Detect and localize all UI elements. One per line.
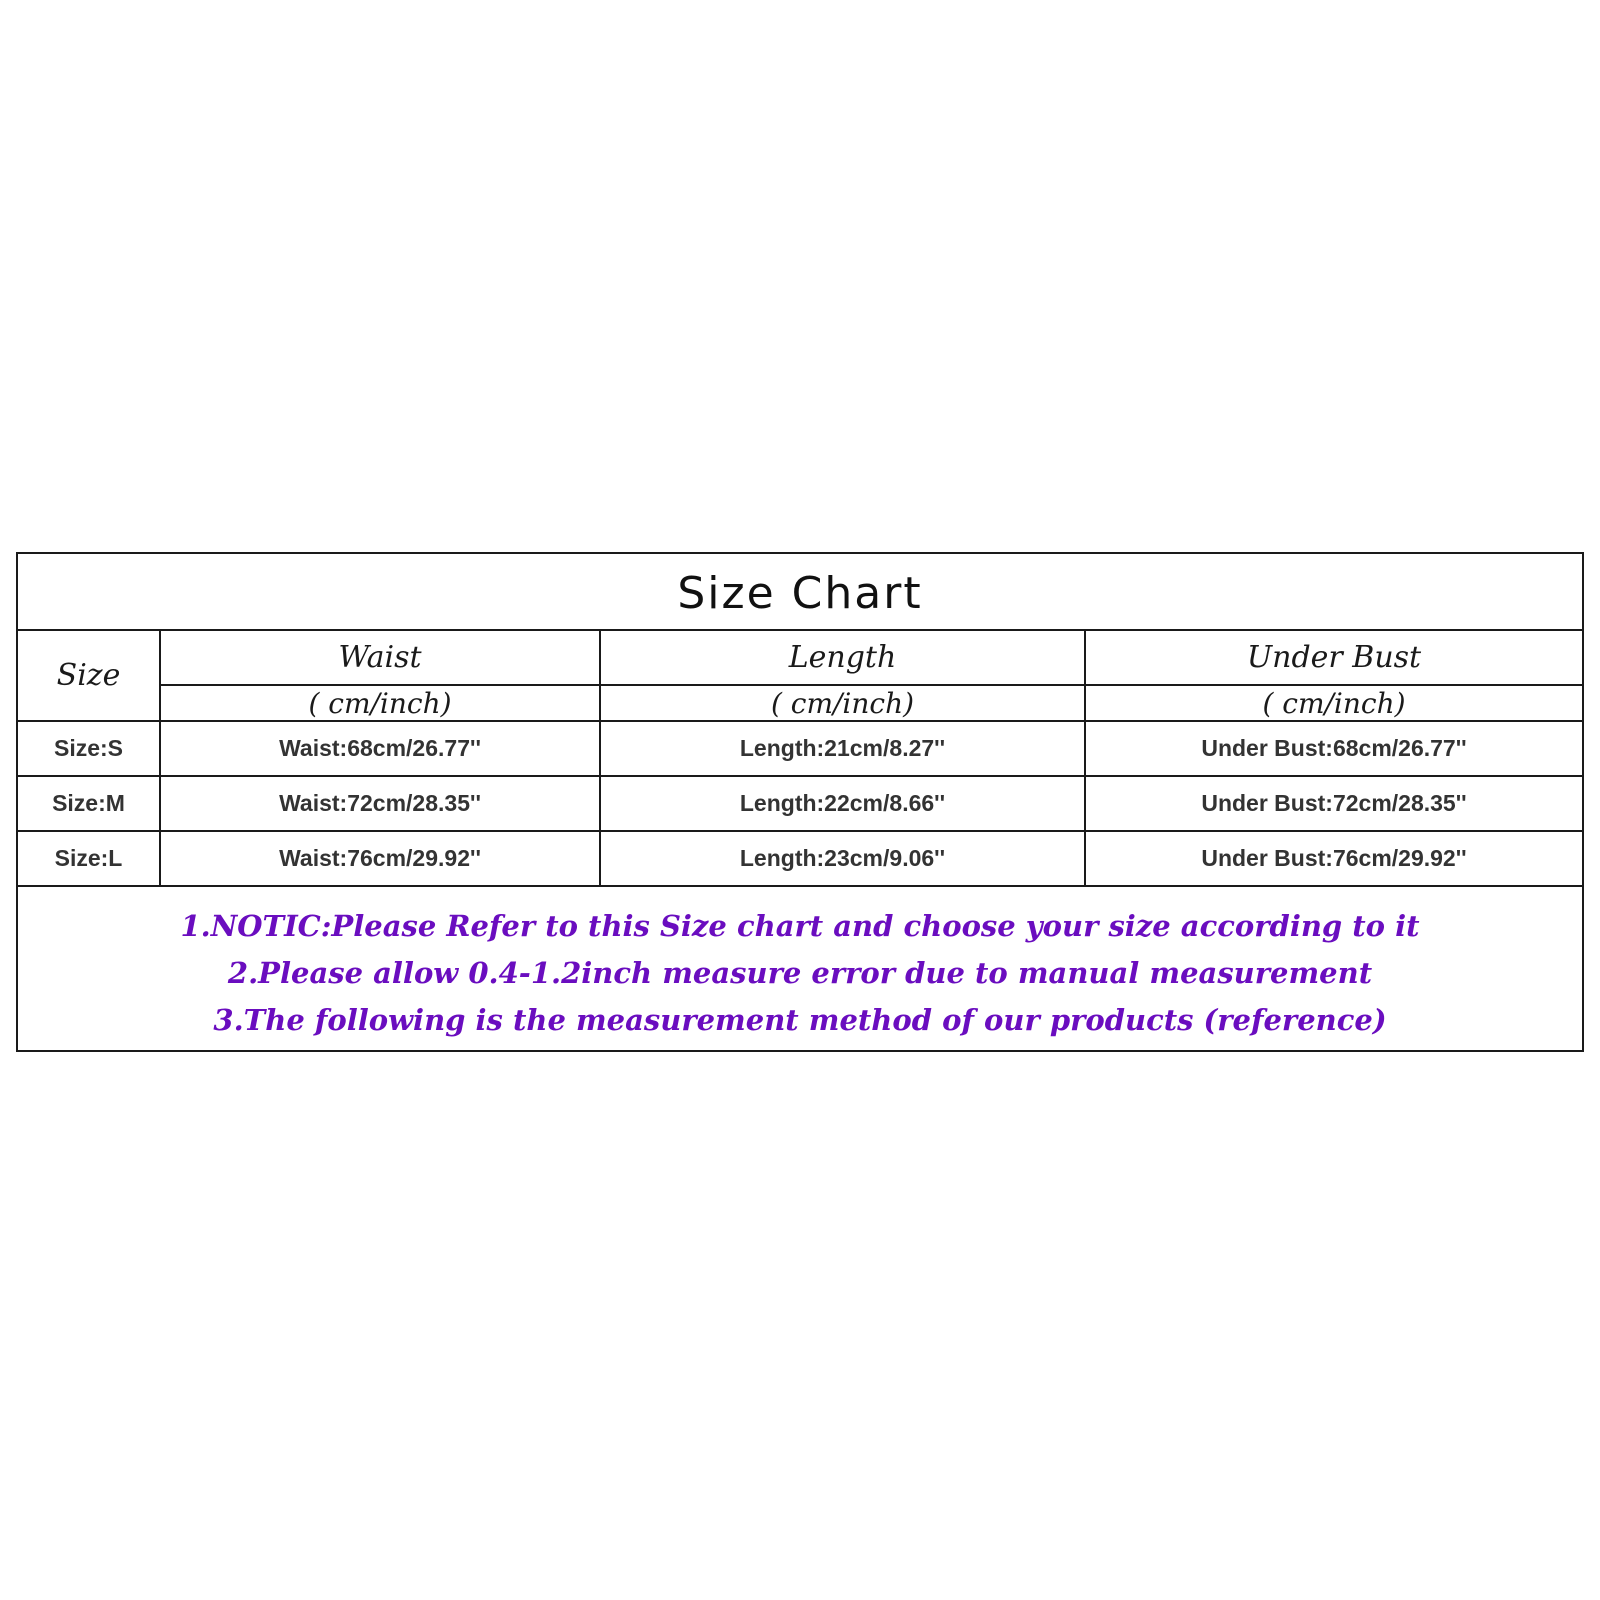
header-row [18, 631, 1582, 685]
waist-cell: Waist:72cm/28.35'' [160, 776, 600, 831]
note-1: 1.NOTIC:Please Refer to this Size chart and choose your size according to it [180, 908, 1420, 943]
size-cell: Size:L [18, 831, 160, 886]
waist-cell: Waist:68cm/26.77'' [160, 721, 600, 776]
length-column-header: Length [600, 631, 1085, 685]
waist-cell: Waist:76cm/29.92'' [160, 831, 600, 886]
chart-title: Size Chart [677, 568, 923, 619]
note-2: 2.Please allow 0.4-1.2inch measure error due to manual measurement [227, 955, 1373, 990]
size-cell: Size:M [18, 776, 160, 831]
table-row [18, 831, 1582, 886]
unit-row [18, 685, 1582, 721]
waist-column-header: Waist [160, 631, 600, 685]
under-bust-column-header: Under Bust [1085, 631, 1582, 685]
under-bust-unit: ( cm/inch) [1085, 685, 1582, 721]
table-row [18, 776, 1582, 831]
length-cell: Length:22cm/8.66'' [600, 776, 1085, 831]
size-chart [16, 552, 1584, 1052]
size-column-header: Size [18, 631, 160, 721]
under-bust-cell: Under Bust:76cm/29.92'' [1085, 831, 1582, 886]
length-unit: ( cm/inch) [600, 685, 1085, 721]
notes-section [18, 894, 1582, 1052]
size-table [18, 631, 1582, 887]
length-cell: Length:23cm/9.06'' [600, 831, 1085, 886]
title-row [18, 554, 1582, 631]
under-bust-cell: Under Bust:68cm/26.77'' [1085, 721, 1582, 776]
table-row [18, 721, 1582, 776]
under-bust-cell: Under Bust:72cm/28.35'' [1085, 776, 1582, 831]
waist-unit: ( cm/inch) [160, 685, 600, 721]
length-cell: Length:21cm/8.27'' [600, 721, 1085, 776]
note-3: 3.The following is the measurement method of our products (reference) [213, 1002, 1387, 1037]
size-cell: Size:S [18, 721, 160, 776]
